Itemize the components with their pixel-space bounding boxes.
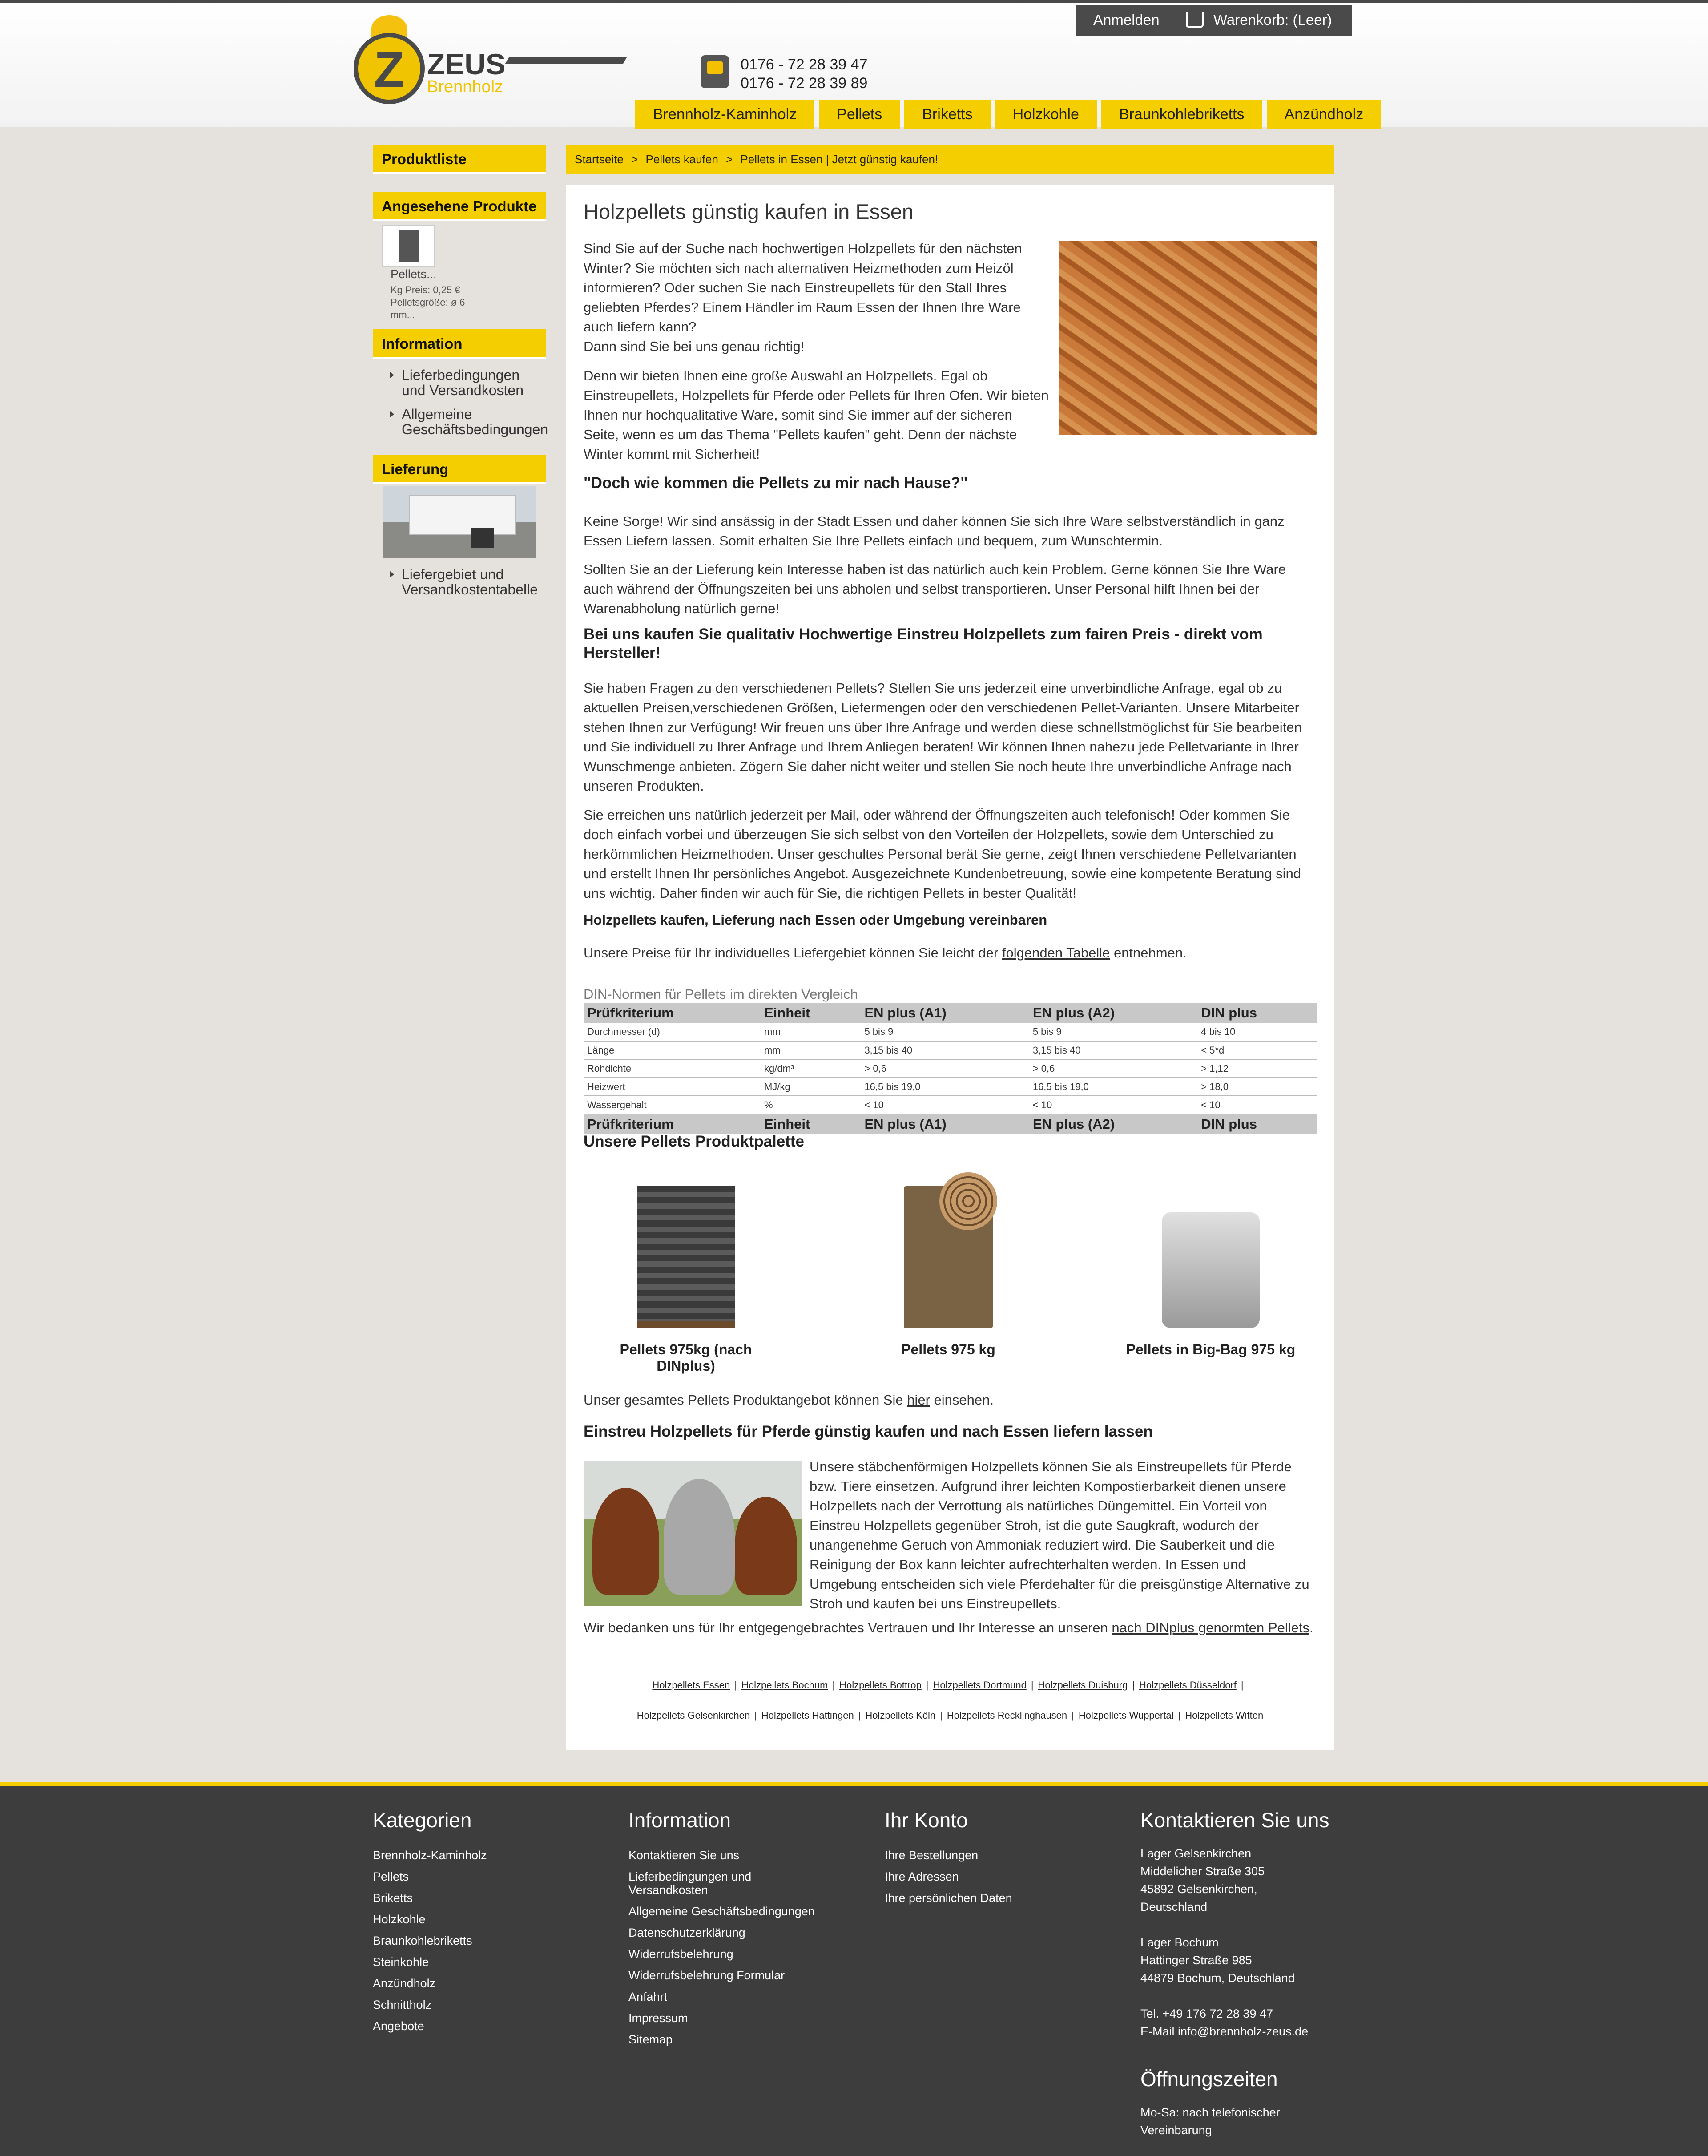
phone-number-1: 0176 - 72 28 39 47 bbox=[741, 56, 868, 73]
table-header: Prüfkriterium bbox=[584, 1114, 761, 1134]
logo-subtitle: Brennholz bbox=[427, 77, 504, 96]
breadcrumb-pellets[interactable]: Pellets kaufen bbox=[645, 153, 718, 166]
address-line: 45892 Gelsenkirchen, bbox=[1140, 1882, 1257, 1896]
quality-heading: Bei uns kaufen Sie qualitativ Hochwertige Einstreu Holzpellets zum fairen Preis - direkt vom Hersteller! bbox=[584, 626, 1263, 662]
footer-heading: Kategorien bbox=[373, 1809, 472, 1832]
viewed-product-name[interactable]: Pellets... bbox=[391, 267, 437, 281]
table-cell: 4 bis 10 bbox=[1197, 1023, 1317, 1041]
din-table bbox=[584, 985, 1317, 1134]
zeus-logo[interactable] bbox=[354, 15, 629, 104]
horse-shape bbox=[664, 1479, 735, 1595]
city-link[interactable]: Holzpellets Wuppertal bbox=[1078, 1710, 1174, 1721]
main-content bbox=[566, 145, 1334, 1750]
address-line: Middelicher Straße 305 bbox=[1140, 1865, 1265, 1878]
table-header-row bbox=[584, 1003, 1317, 1023]
wood-pellets-image bbox=[1059, 241, 1317, 435]
table-cell: < 10 bbox=[1029, 1096, 1197, 1114]
footer-link[interactable]: Lieferbedingungen und Versandkosten bbox=[628, 1870, 752, 1897]
horses-image bbox=[584, 1461, 802, 1606]
footer-link[interactable]: Brennholz-Kaminholz bbox=[373, 1849, 487, 1862]
product-list-link[interactable]: Produktliste bbox=[373, 145, 546, 174]
city-links-row-2: Holzpellets Gelsenkirchen | Holzpellets Hattingen | Holzpellets Köln | Holzpellets Recklinghausen | Holzpellets Wuppertal | Holzpellets Witten bbox=[636, 1710, 1264, 1721]
intro-paragraph: Sind Sie auf der Suche nach hochwertigen Holzpellets für den nächsten Winter? Sie möchten sich nach alternativen Heizmethoden zum Heizöl informieren? Oder suchen Sie nach Einstreupellets für den Stall Ihres geliebten Pferdes? Einem Händler im Raum Essen der Ihnen Ihre Ware auch liefern kann? bbox=[584, 241, 1022, 335]
footer-link[interactable]: Impressum bbox=[628, 2011, 688, 2025]
horse-bedding-heading: Einstreu Holzpellets für Pferde günstig kaufen und nach Essen liefern lassen bbox=[584, 1423, 1153, 1440]
table-header: Einheit bbox=[761, 1003, 861, 1023]
phone-line[interactable]: Tel. +49 176 72 28 39 47 bbox=[1140, 2007, 1273, 2020]
city-links-row-1: Holzpellets Essen | Holzpellets Bochum | Holzpellets Bottrop | Holzpellets Dortmund | Holzpellets Duisburg | Holzpellets Düsseldorf | bbox=[652, 1680, 1244, 1691]
table-cell: < 5*d bbox=[1197, 1041, 1317, 1059]
information-heading: Information bbox=[373, 329, 546, 359]
phone-contact bbox=[701, 55, 878, 91]
table-cell: > 18,0 bbox=[1197, 1078, 1317, 1096]
truck-cab-shape bbox=[471, 528, 494, 548]
thanks-text-end: . bbox=[1309, 1620, 1313, 1635]
address-line: Lager Bochum bbox=[1140, 1936, 1219, 1949]
table-footer-row bbox=[584, 1114, 1317, 1134]
table-cell: MJ/kg bbox=[761, 1078, 861, 1096]
product-name[interactable]: Pellets 975 kg bbox=[901, 1341, 995, 1357]
login-link[interactable]: Anmelden bbox=[1093, 12, 1160, 28]
sidebar-item-liefergebiet[interactable]: Liefergebiet und Versandkostentabelle bbox=[388, 567, 546, 597]
city-link[interactable]: Holzpellets Dortmund bbox=[933, 1680, 1027, 1691]
delivery-list bbox=[373, 558, 546, 615]
price-table-text-end: entnehmen. bbox=[1110, 945, 1187, 961]
footer-link[interactable]: Datenschutzerklärung bbox=[628, 1926, 745, 1939]
footer-heading: Kontaktieren Sie uns bbox=[1140, 1809, 1329, 1832]
table-row bbox=[584, 1023, 1317, 1041]
breadcrumb-separator: > bbox=[726, 153, 733, 166]
footer-link[interactable]: Holzkohle bbox=[373, 1913, 426, 1926]
account-bar bbox=[1076, 5, 1352, 36]
offer-paragraph: Denn wir bieten Ihnen eine große Auswahl an Holzpellets. Egal ob Einstreupellets, Holzpellets für Pferde oder Pellets für Ihren Ofen. Wir bieten Ihnen nur hochqualitative Ware, somit sind Sie immer auf der sicheren Seite, wenn es um das Thema "Pellets kaufen" geht. Denn der nächste Winter kommt mit Sicherheit! bbox=[584, 368, 1049, 462]
table-cell: 5 bis 9 bbox=[861, 1023, 1029, 1041]
cart-icon[interactable] bbox=[1186, 12, 1204, 28]
address-line: Lager Gelsenkirchen bbox=[1140, 1847, 1252, 1860]
table-cell: Länge bbox=[584, 1041, 761, 1059]
phone-icon bbox=[701, 55, 729, 88]
horse-shape bbox=[592, 1488, 659, 1595]
breadcrumb-home[interactable]: Startseite bbox=[575, 153, 624, 166]
table-cell: kg/dm³ bbox=[761, 1059, 861, 1078]
city-link[interactable]: Holzpellets Düsseldorf bbox=[1139, 1680, 1237, 1691]
table-cell: % bbox=[761, 1096, 861, 1114]
table-cell: > 0,6 bbox=[861, 1059, 1029, 1078]
thanks-paragraph bbox=[584, 1618, 1317, 1638]
table-cell: < 10 bbox=[861, 1096, 1029, 1114]
information-list bbox=[373, 359, 546, 455]
phone-number-2: 0176 - 72 28 39 89 bbox=[741, 75, 868, 92]
table-header: EN plus (A1) bbox=[861, 1114, 1029, 1134]
address-line: Deutschland bbox=[1140, 1900, 1208, 1914]
product-name[interactable]: Pellets in Big-Bag 975 kg bbox=[1126, 1341, 1296, 1357]
city-link[interactable]: Holzpellets Hattingen bbox=[761, 1710, 854, 1721]
nav-item-brennholz[interactable]: Brennholz-Kaminholz bbox=[635, 100, 814, 129]
table-cell: > 1,12 bbox=[1197, 1059, 1317, 1078]
footer-heading: Öffnungszeiten bbox=[1140, 2067, 1278, 2091]
product-range-text: Unser gesamtes Pellets Produktangebot können Sie bbox=[584, 1392, 907, 1408]
contact-paragraph: Sie erreichen uns natürlich jederzeit per Mail, oder während der Öffnungszeiten auch telefonisch! Oder kommen Sie doch einfach vorbei und überzeugen Sie sich selbst von den Vorteilen der Holzpellets, sowie dem Unterschied zu herkömmlichen Heizmethoden. Unser geschultes Personal berät Sie gerne, zeigt Ihnen verschiedene Pelletvarianten und erstellt Ihnen Ihr persönliches Angebot. Ausgezeichnete Kundenbetreuung, sowie eine kompetente Beratung sind uns wichtig. Daher finden wir auch für Sie, die richtigen Pellets in bester Qualität! bbox=[584, 807, 1301, 901]
address-line: 44879 Bochum, Deutschland bbox=[1140, 1971, 1295, 1985]
footer-information bbox=[628, 1808, 878, 2050]
table-cell: Wassergehalt bbox=[584, 1096, 761, 1114]
pickup-paragraph: Sollten Sie an der Lieferung kein Interesse haben ist das natürlich auch kein Problem. Gerne können Sie Ihre Ware auch während der Öffnungszeiten bei uns abholen und selbst transportieren. Unser Personal hilft Ihnen bei der Warenabholung natürlich gerne! bbox=[584, 561, 1286, 616]
table-cell: < 10 bbox=[1197, 1096, 1317, 1114]
footer-link[interactable]: Angebote bbox=[373, 2019, 424, 2033]
breadcrumb-current[interactable]: Pellets in Essen | Jetzt günstig kaufen! bbox=[740, 153, 939, 166]
city-link[interactable]: Holzpellets Duisburg bbox=[1038, 1680, 1128, 1691]
lightning-icon bbox=[505, 57, 627, 64]
logo-emblem: Z bbox=[354, 33, 425, 104]
table-cell: mm bbox=[761, 1041, 861, 1059]
horse-shape bbox=[735, 1497, 797, 1595]
table-cell: Durchmesser (d) bbox=[584, 1023, 761, 1041]
city-link[interactable]: Holzpellets Köln bbox=[865, 1710, 936, 1721]
delivery-paragraph: Keine Sorge! Wir sind ansässig in der Stadt Essen und daher können Sie sich Ihre Ware selbstverständlich in ganz Essen Liefern lassen. Somit erhalten Sie Ihre Pellets einfach und bequem, zum Wunschtermin. bbox=[584, 513, 1285, 549]
footer-link[interactable]: Briketts bbox=[373, 1891, 413, 1905]
table-header: DIN plus bbox=[1197, 1003, 1317, 1023]
table-caption: DIN-Normen für Pellets im direkten Vergleich bbox=[584, 986, 858, 1002]
sidebar-item-agb[interactable]: Allgemeine Geschäftsbedingungen bbox=[388, 407, 546, 437]
bigbag-image[interactable] bbox=[1162, 1212, 1260, 1328]
footer-link[interactable]: Steinkohle bbox=[373, 1955, 429, 1969]
cart-link[interactable]: Warenkorb: (Leer) bbox=[1213, 12, 1332, 28]
footer-link[interactable]: Pellets bbox=[373, 1870, 409, 1883]
nav-item-pellets[interactable]: Pellets bbox=[819, 100, 900, 129]
footer-link[interactable]: Ihre persönlichen Daten bbox=[885, 1891, 1012, 1905]
table-cell: Rohdichte bbox=[584, 1059, 761, 1078]
price-table-text: Unsere Preise für Ihr individuelles Liefergebiet können Sie leicht der bbox=[584, 945, 1002, 961]
table-header: EN plus (A2) bbox=[1029, 1003, 1197, 1023]
nav-item-anzuendholz[interactable]: Anzündholz bbox=[1267, 100, 1382, 129]
price-table-paragraph bbox=[584, 943, 1317, 963]
city-link[interactable]: Holzpellets Bottrop bbox=[839, 1680, 922, 1691]
footer-contact bbox=[1140, 1808, 1363, 2139]
table-header: DIN plus bbox=[1197, 1114, 1317, 1134]
intro-conclusion: Dann sind Sie bei uns genau richtig! bbox=[584, 339, 805, 354]
city-link[interactable]: Holzpellets Bochum bbox=[741, 1680, 828, 1691]
truck-shape bbox=[409, 495, 516, 535]
nav-item-braunkohlebriketts[interactable]: Braunkohlebriketts bbox=[1101, 100, 1262, 129]
inquiry-paragraph: Sie haben Fragen zu den verschiedenen Pellets? Stellen Sie uns jederzeit eine unverbindliche Anfrage, egal ob zu aktuellen Preisen,verschiedenen Größen, Liefermengen oder den verschiedenen Pellet-Varianten. Unsere Mitarbeiter stehen Ihnen zur Verfügung! Wir freuen uns über Ihre Anfrage und werden diese schnellstmöglichst für Sie bearbeiten und Sie individuell zu Ihrer Anfrage und Ihrem Anliegen beraten! Wir können Ihnen nahezu jede Pelletvariante in Ihrer Wunschmenge anbieten. Zögern Sie daher nicht weiter und stellen Sie noch heute Ihre unverbindliche Anfrage nach unseren Produkten. bbox=[584, 680, 1302, 794]
table-cell: 16,5 bis 19,0 bbox=[1029, 1078, 1197, 1096]
dinplus-link[interactable]: nach DINplus genormten Pellets bbox=[1112, 1620, 1309, 1635]
footer-link[interactable]: Allgemeine Geschäftsbedingungen bbox=[628, 1905, 815, 1918]
delivery-heading: Lieferung bbox=[373, 455, 546, 484]
breadcrumb-separator: > bbox=[631, 153, 638, 166]
table-header: EN plus (A2) bbox=[1029, 1114, 1197, 1134]
viewed-product-size: Pelletsgröße: ø 6 mm... bbox=[391, 297, 465, 320]
product-range-text-end: einsehen. bbox=[930, 1392, 994, 1408]
sack-image[interactable] bbox=[904, 1186, 993, 1328]
breadcrumb bbox=[566, 145, 1334, 174]
nav-item-briketts[interactable]: Briketts bbox=[904, 100, 990, 129]
page-title: Holzpellets günstig kaufen in Essen bbox=[584, 200, 914, 223]
sidebar-item-lieferbedingungen[interactable]: Lieferbedingungen und Versandkosten bbox=[388, 367, 546, 398]
thanks-text: Wir bedanken uns für Ihr entgegengebrachtes Vertrauen und Ihr Interesse an unseren bbox=[584, 1620, 1112, 1635]
logo-name: ZEUS bbox=[427, 48, 506, 81]
city-link[interactable]: Holzpellets Essen bbox=[652, 1680, 730, 1691]
opening-hours: Mo-Sa: nach telefonischer Vereinbarung bbox=[1140, 2106, 1280, 2137]
table-header: Einheit bbox=[761, 1114, 861, 1134]
product-palette-heading: Unsere Pellets Produktpalette bbox=[584, 1133, 804, 1150]
table-row bbox=[584, 1059, 1317, 1078]
table-row bbox=[584, 1096, 1317, 1114]
footer-link[interactable]: Widerrufsbelehrung bbox=[628, 1947, 733, 1961]
viewed-product-price: Kg Preis: 0,25 € bbox=[391, 284, 460, 295]
main-navigation bbox=[635, 100, 1381, 129]
table-cell: Heizwert bbox=[584, 1078, 761, 1096]
footer-categories bbox=[373, 1808, 622, 2037]
table-header: EN plus (A1) bbox=[861, 1003, 1029, 1023]
site-header bbox=[0, 0, 1708, 127]
delivery-truck-image[interactable] bbox=[383, 486, 536, 558]
table-cell: 3,15 bis 40 bbox=[861, 1041, 1029, 1059]
delivery-question-heading: "Doch wie kommen die Pellets zu mir nach Hause?" bbox=[584, 474, 968, 492]
price-table-link[interactable]: folgenden Tabelle bbox=[1002, 945, 1110, 961]
article-panel bbox=[566, 185, 1334, 1750]
product-card-pallet[interactable] bbox=[592, 1172, 779, 1374]
footer-link[interactable]: Ihre Bestellungen bbox=[885, 1849, 979, 1862]
address-line: Hattinger Straße 985 bbox=[1140, 1954, 1252, 1967]
table-cell: 3,15 bis 40 bbox=[1029, 1041, 1197, 1059]
product-thumbnail[interactable] bbox=[382, 225, 435, 267]
footer-link[interactable]: Sitemap bbox=[628, 2033, 673, 2046]
table-cell: > 0,6 bbox=[1029, 1059, 1197, 1078]
footer-heading: Ihr Konto bbox=[885, 1809, 968, 1832]
footer-link[interactable]: Widerrufsbelehrung Formular bbox=[628, 1969, 785, 1982]
horse-bedding-paragraph: Unsere stäbchenförmigen Holzpellets können Sie als Einstreupellets für Pferde bzw. Tiere einsetzen. Aufgrund ihrer leichten Kompostierbarkeit dienen unsere Holzpellets nach der Verrottung als natürliches Düngemittel. Ein Vorteil von Einstreu Holzpellets gegenüber Stroh, ist die gute Saugkraft, wodurch der unangenehme Geruch von Ammoniak reduziert wird. Die Sauberkeit und die Reinigung der Box kann leichter aufrechterhalten werden. In Essen und Umgebung entscheiden sich viele Pferdehalter für die preisgünstige Alternative zu Stroh und kaufen bei uns Einstreupellets. bbox=[810, 1459, 1309, 1611]
email-line[interactable]: E-Mail info@brennholz-zeus.de bbox=[1140, 2025, 1309, 2038]
footer-link[interactable]: Braunkohlebriketts bbox=[373, 1934, 472, 1947]
footer-heading: Information bbox=[628, 1809, 731, 1832]
product-card-sack[interactable] bbox=[855, 1172, 1042, 1358]
product-name[interactable]: Pellets 975kg (nach DINplus) bbox=[620, 1341, 752, 1374]
table-row bbox=[584, 1041, 1317, 1059]
city-link[interactable]: Holzpellets Recklinghausen bbox=[947, 1710, 1068, 1721]
nav-item-holzkohle[interactable]: Holzkohle bbox=[995, 100, 1097, 129]
footer-link[interactable]: Schnittholz bbox=[373, 1998, 432, 2011]
city-link[interactable]: Holzpellets Witten bbox=[1185, 1710, 1264, 1721]
viewed-product[interactable] bbox=[373, 225, 546, 285]
sidebar bbox=[373, 145, 546, 615]
product-range-paragraph bbox=[584, 1390, 1317, 1410]
table-header: Prüfkriterium bbox=[584, 1003, 761, 1023]
table-cell: 16,5 bis 19,0 bbox=[861, 1078, 1029, 1096]
footer-link[interactable]: Anzündholz bbox=[373, 1977, 436, 1990]
footer-link[interactable]: Ihre Adressen bbox=[885, 1870, 959, 1883]
footer-link[interactable]: Kontaktieren Sie uns bbox=[628, 1849, 740, 1862]
footer-link[interactable]: Anfahrt bbox=[628, 1990, 668, 2003]
delivery-area-heading: Holzpellets kaufen, Lieferung nach Essen oder Umgebung vereinbaren bbox=[584, 912, 1047, 928]
site-footer bbox=[0, 1782, 1708, 2156]
table-cell: 5 bis 9 bbox=[1029, 1023, 1197, 1041]
product-card-bigbag[interactable] bbox=[1117, 1172, 1304, 1358]
table-cell: mm bbox=[761, 1023, 861, 1041]
pallet-image[interactable] bbox=[637, 1186, 735, 1328]
city-link[interactable]: Holzpellets Gelsenkirchen bbox=[636, 1710, 750, 1721]
footer-account bbox=[885, 1808, 1134, 1909]
intro-block bbox=[584, 239, 1046, 356]
table-row bbox=[584, 1078, 1317, 1096]
product-range-link[interactable]: hier bbox=[907, 1392, 930, 1408]
viewed-products-heading: Angesehene Produkte bbox=[373, 192, 546, 221]
